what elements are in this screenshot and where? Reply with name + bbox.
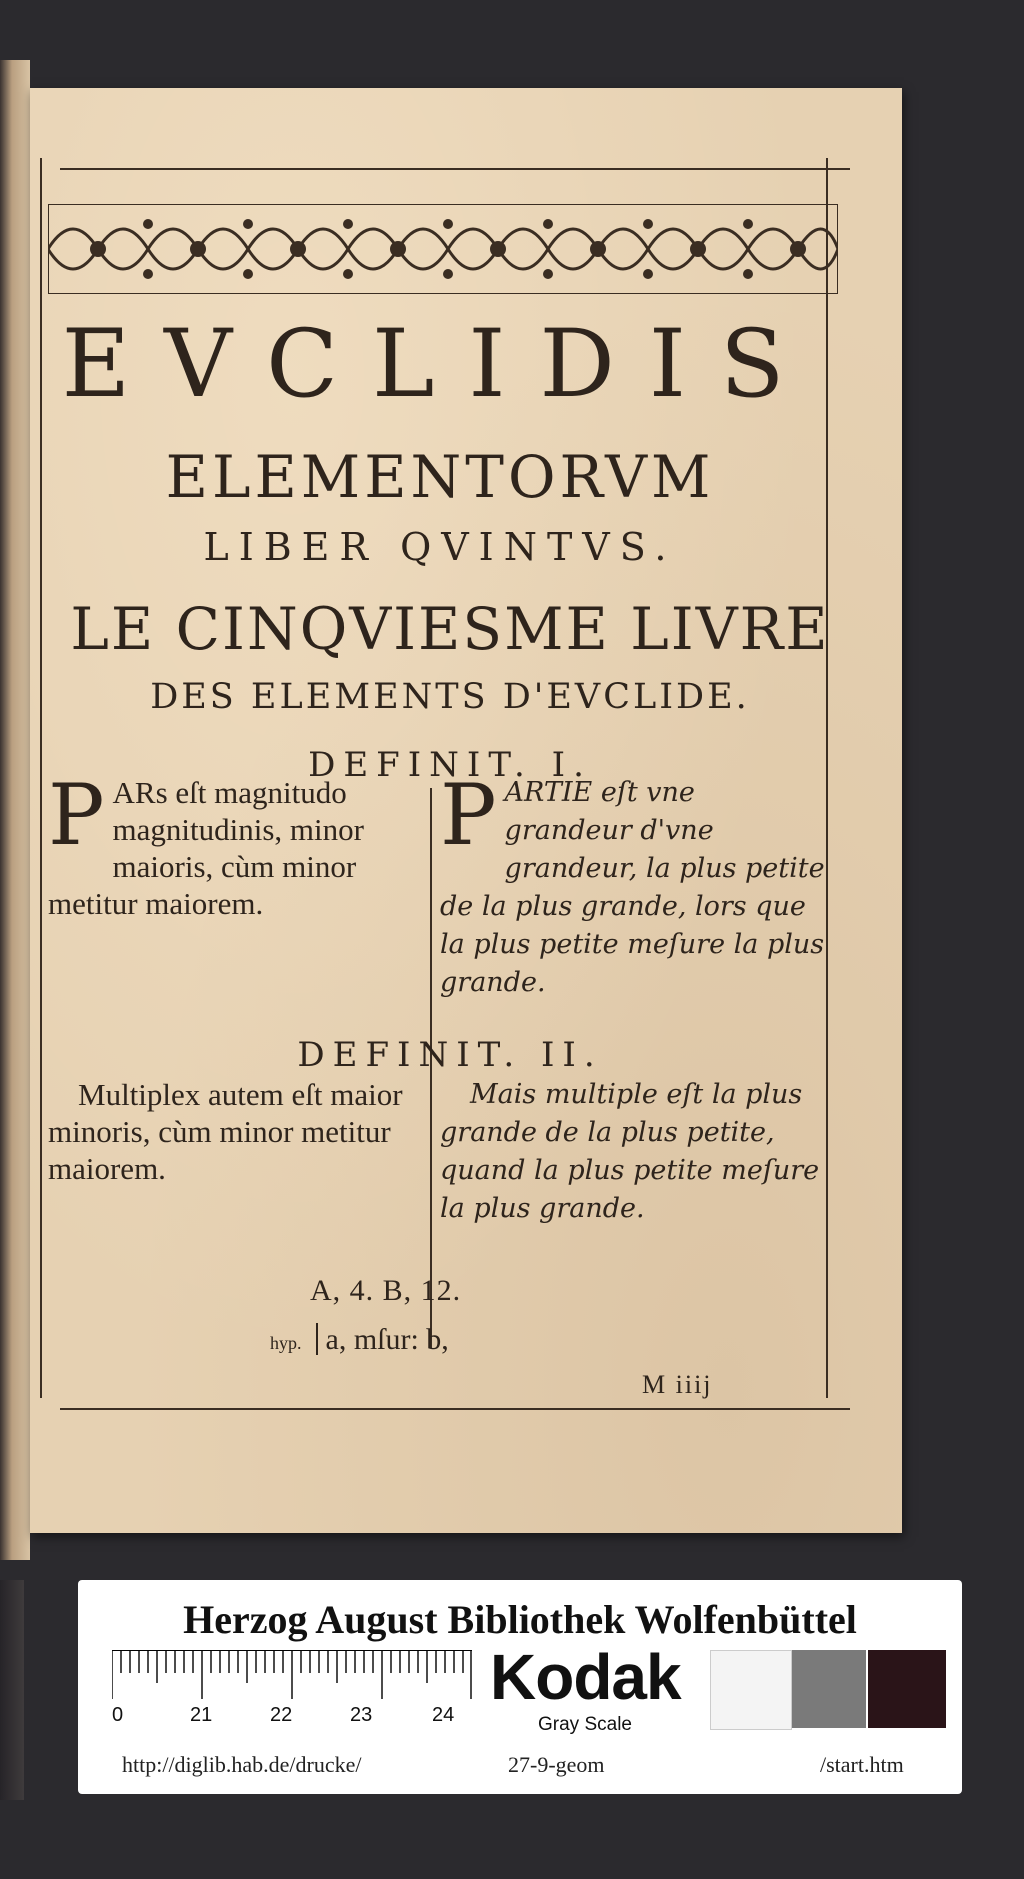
title-euclidis: EVCLIDIS [61, 310, 819, 419]
ruler-label: 22 [270, 1704, 293, 1726]
gray-swatch-dark [868, 1650, 946, 1728]
title-french-1: LE CINQVIESME LIVRE [70, 595, 830, 663]
ornamental-band [48, 204, 838, 294]
ruler-label: 23 [350, 1704, 373, 1726]
definition-2-latin-text: Multiplex autem eſt maior minoris, cùm minor metitur maiorem. [48, 1077, 403, 1186]
ruler-label: 24 [432, 1704, 455, 1726]
definition-1-latin-text: ARs eſt magnitudo magnitudinis, minor maioris, cùm minor metitur maiorem. [48, 775, 364, 921]
ruler-label: 0 [112, 1704, 124, 1726]
definition-2-heading: DEFINIT. II. [297, 1035, 603, 1075]
book-page [30, 88, 902, 1533]
signature-mark: M iiij [642, 1370, 713, 1399]
formula-hypothesis [270, 1323, 449, 1357]
definition-1-french [440, 766, 830, 1002]
url-end: /start.htm [820, 1752, 904, 1777]
url-id: 27-9-geom [508, 1752, 605, 1777]
kodak-logo: Kodak [490, 1641, 681, 1713]
library-calibration-card [78, 1580, 962, 1794]
hyp-text: a, mſur: b, [325, 1323, 449, 1356]
dropcap-latin: P [48, 766, 105, 864]
definition-2-french [440, 1076, 830, 1228]
bottom-rule [60, 1408, 850, 1410]
title-french-2: DES ELEMENTS D'EVCLIDE. [150, 677, 750, 717]
library-name: Herzog August Bibliothek Wolfenbüttel [183, 1597, 857, 1642]
hyp-bar [316, 1323, 318, 1355]
adjacent-page-edge [0, 60, 30, 1560]
hyp-label: hyp. [270, 1333, 302, 1353]
definition-2-french-text: Mais multiple eſt la plus grande de la plus petite, quand la plus petite meſure la plus grande. [440, 1079, 820, 1224]
gray-scale-label: Gray Scale [538, 1714, 632, 1735]
gray-swatch-mid [792, 1650, 866, 1728]
definition-2-latin [48, 1076, 428, 1187]
ruler-label: 21 [190, 1704, 213, 1726]
definition-1-french-text: ARTIE eſt vne grandeur d'vne grandeur, la plus petite de la plus grande, lors que la plus petite meſure la plus grande. [440, 777, 825, 998]
column-separator-2 [430, 1088, 432, 1348]
formula-values: A, 4. B, 12. [310, 1274, 462, 1307]
definition-1-latin [48, 766, 428, 922]
gray-swatch-white [710, 1650, 792, 1730]
adjacent-page-shadow [0, 1580, 24, 1800]
dropcap-french: P [440, 766, 497, 864]
url-base: http://diglib.hab.de/drucke/ [122, 1752, 362, 1777]
title-elementorum: ELEMENTORVM [165, 443, 715, 511]
title-liber-quintus: LIBER QVINTVS. [203, 525, 677, 569]
definition-1-heading: DEFINIT. I. [308, 745, 592, 785]
